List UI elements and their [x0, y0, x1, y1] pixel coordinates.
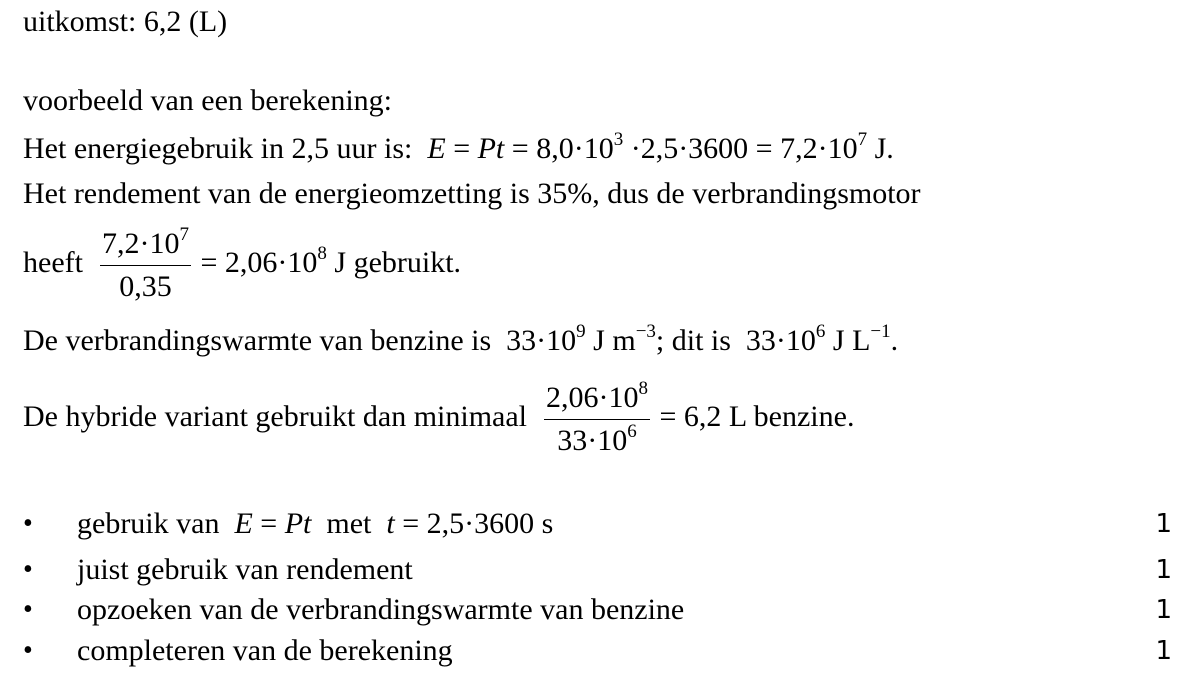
- scoring-points: 1: [1155, 636, 1172, 666]
- bullet-icon: •: [23, 554, 33, 585]
- scoring-item-text: juist gebruik van rendement: [77, 553, 413, 586]
- engine-usage-suffix: gebruikt.: [346, 246, 462, 279]
- bullet-icon: •: [23, 635, 33, 666]
- scoring-points: 1: [1155, 595, 1172, 625]
- engine-usage-fraction: $\frac{7,2\cdot 10^7}{0,35}$: [101, 223, 189, 303]
- hybrid-usage-result: = 6,2 L: [652, 400, 747, 433]
- engine-usage-result: = $2,06\cdot 10^8$ J: [192, 243, 347, 279]
- outcome-text: uitkomst: 6,2 (L): [23, 5, 228, 38]
- bullet-icon: •: [23, 508, 33, 539]
- combustion-heat-line: De verbrandingswarmte van benzine is $33\cdot 10^9$ J $m^{-3}$; dit is $33\cdot 10^6$ J $L^{-1}$.: [23, 321, 899, 357]
- hybrid-usage-suffix: benzine.: [746, 400, 855, 433]
- hybrid-usage-fraction: $\frac{2,06\cdot 10^8}{33\cdot 10^6}$: [546, 377, 649, 457]
- hybrid-usage-prefix: De hybride variant gebruikt dan minimaal: [23, 400, 528, 433]
- combustion-heat-text: De verbrandingswarmte van benzine is: [23, 324, 492, 357]
- scoring-item-text: gebruik van E = Pt met t = 2,5·3600 s: [77, 507, 554, 540]
- scoring-item-text: completeren van de berekening: [77, 634, 453, 667]
- combustion-heat-value-m3: $33\cdot 10^9$ J $m^{-3}$: [506, 321, 656, 357]
- combustion-heat-value-l: $33\cdot 10^6$ J $L^{-1}$: [745, 321, 891, 357]
- bullet-icon: •: [23, 594, 33, 625]
- scoring-points: 1: [1155, 509, 1172, 539]
- energy-usage-text: Het energiegebruik in 2,5 uur is:: [23, 132, 413, 165]
- scoring-item-text: opzoeken van de verbrandingswarmte van benzine: [77, 593, 685, 626]
- scoring-points: 1: [1155, 555, 1172, 585]
- combustion-heat-mid: ; dit is: [655, 324, 731, 357]
- energy-formula: $E = Pt = 8,0\cdot 10^3 \cdot 2,5\cdot 3600 = 7,2\cdot 10^7$ J.: [427, 129, 894, 165]
- engine-usage-prefix: heeft: [23, 246, 83, 279]
- efficiency-line: Het rendement van de energieomzetting is 35%, dus de verbrandingsmotor: [23, 177, 921, 210]
- energy-usage-line: [23, 131, 894, 167]
- hybrid-usage-line: [23, 374, 854, 460]
- example-heading: voorbeeld van een berekening:: [23, 84, 393, 117]
- engine-usage-line: [23, 220, 461, 306]
